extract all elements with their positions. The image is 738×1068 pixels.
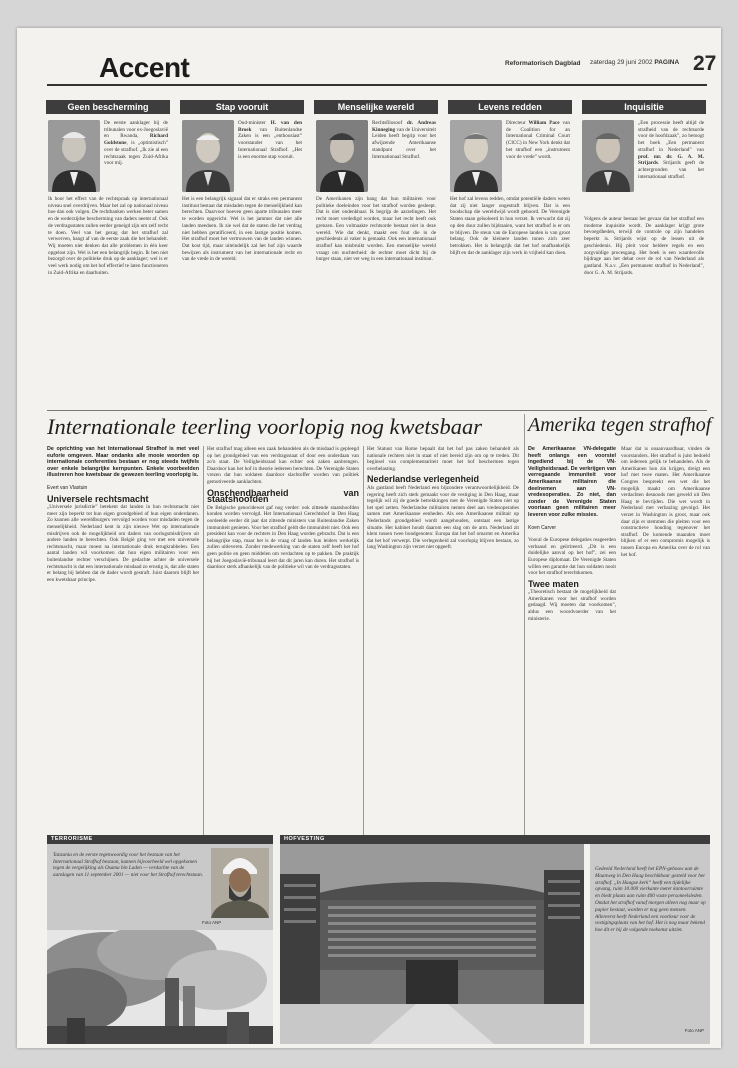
profile-body: Het hof zal levens redden, omdat potentiële daders weten dat zij niet langer ongestraft blijven. Dat is een boodschap die wereldwijd wordt gehoord. De Verenigde Staten staan geïsoleerd in hun verzet. Ik verwacht dat zij op den duur zullen bijdraaien, want het strafhof is er om te blijven. De steun van de Europese landen is van groot belang. Ook de kleinere landen tonen zich zeer betrokken. Het is belangrijk dat het hof onafhankelijk blijft en dat de aanklager zijn werk in vrijheid kan doen. xyxy=(450,196,570,256)
portrait-photo xyxy=(582,120,634,192)
side-column-1 xyxy=(528,446,616,622)
court-building-photo xyxy=(280,844,584,1044)
portrait-photo xyxy=(182,120,234,192)
profile-name: prof. mr. dr. G. A. M. Strijards xyxy=(638,153,704,167)
profile-text-1: Directeur xyxy=(506,120,529,126)
profile-body: De Amerikanen zijn bang dat hun militairen voor politieke doeleinden voor het strafhof worden gesleept. Dat is niet ondenkbaar. Ik begrijp de aarzelingen. Het recht moet verdedigd worden, maar het recht heeft ook grenzen. Een volmaakte rechtsorde bestaat niet in deze wereld. Wie dat denkt, maakt een fout die in de geschiedenis al vaker is gemaakt. Ook een internationaal strafhof kan misbruikt worden. Een menselijke wereld vraagt om nuchterheid: de rechter moet dicht bij de burger staan, niet ver weg in een internationaal instituut. xyxy=(316,196,436,263)
portrait-photo xyxy=(316,120,368,192)
profile-van-den-broek xyxy=(180,100,304,430)
profile-name: dr. Andreas Kinneging xyxy=(372,120,436,133)
page-label: PAGINA xyxy=(654,59,680,66)
profile-strijards xyxy=(582,100,706,430)
main-subhead-1: Universele rechtsmacht xyxy=(47,493,149,504)
side-body-2: „Theoretisch bestaat de mogelijkheid dat Amerikanen voor het strafhof worden gedaagd. Wij moeten dat voorkomen”, aldus een woordvoerder van het ministerie. xyxy=(528,589,616,622)
hof-caption: Gedeeld Nederland heeft het EPN-gebouw aan de Maanweg in Den Haag beschikbaar gesteld voor het strafhof. „In Haagse kerk” heeft een tijdelijke opvang, ruim 10.000 vierkante meter kantoorruimte en biedt plaats aan ruim 400 vaste personeelsleden. Omdat het strafhof vanaf morgen alleen nog maar op papier bestaat, worden er nog geen mensen. Allereerst heeft Nederland een voorkeur voor de vestigingsplaats van het hof. Het is nog maar bekend hoe dit er bij de volgende toekomst uitziet. xyxy=(595,866,706,934)
main-byline: Evert van Vlastuin xyxy=(47,484,88,491)
profile-text xyxy=(506,120,570,160)
main-body-4: Het Statuut van Rome bepaalt dat het hof pas zaken behandelt als nationale rechters niet in staat of niet bereid zijn om op te treden. Dit beginsel van complementariteit moet het hof beschermen tegen overbelasting. xyxy=(367,446,519,472)
profile-text-2: van Buitenlandse Zaken is een „enthousiast” voorstander van het Internationaal Strafhof. „Het is een enorme stap vooruit. xyxy=(238,126,302,160)
profile-pace xyxy=(448,100,572,430)
main-body-1: „Universele jurisdictie” betekent dat landen in hun rechtsmacht niet meer zijn beperkt tot hun eigen grondgebied of hun eigen onderdanen. Zo kunnen alle wereldburgers vervolgd worden voor misdaden tegen de menselijkheid. Nederland kent in zijn nieuwe Wet op internationale misdrijven ook de mogelijkheid om daders van oorlogsmisdrijven uit andere landen te berechten. Ook België ging ver met een universele rechtsmacht, maar moest na internationale druk terugkrabbelen. Een aantal landen wil voorkomen dat hun eigen militairen voor een buitenlandse rechter verschijnen. De gedachte achter de universele rechtsmacht is dat een internationale misdaad zo ernstig is, dat alle staten er belang bij hebben dat de dader wordt gestraft. Juist daarom blijft het een kwetsbaar principe. xyxy=(47,504,199,583)
portrait-photo xyxy=(450,120,502,192)
profile-body: Ik hoor het effect van de rechtspraak op internationaal niveau snel overdrijven. Maar het zal op nationaal niveau hoe dan ook volgen. De rechtbanken werken beter samen en de wederzijdse bescherming van daders neemt af. Ook de verdragsstaten zullen eerder geneigd zijn om zelf recht te doen. Veel van het gezag dat het strafhof zal verwerven, hangt af van de eerste zaak die het behandelt. Wij moeten niet denken dat alle problemen in één keer opgelost zijn. Wel is het een belangrijk begin. Ik ben niet bezorgd over de politieke druk op de aanklager; wel is er veel werk nodig om het hof effectief te laten functioneren in Zuid-Afrika en daarbuiten. xyxy=(48,196,168,276)
profile-heading: Stap vooruit xyxy=(180,100,304,114)
profile-kinneging xyxy=(314,100,438,430)
side-body-1: Vooral de Europese delegaties reageerden verbaasd en geïrriteerd. „Dit is een duidelijke aanval op het hof”, zei een Europese diplomaat. De Verenigde Staten willen een garantie dat hun soldaten nooit voor het strafhof terechtkomen. xyxy=(528,537,616,577)
main-headline: Internationale teerling voorlopig nog kwetsbaar xyxy=(47,414,482,439)
profile-text-1: Oud-minister xyxy=(238,120,271,126)
profile-text-2: van de Coalition for an International Criminal Court (CICC) in New York denkt dat het strafhof een „instrument voor de vrede” wordt. xyxy=(506,120,570,160)
column-rule xyxy=(363,446,364,838)
profile-text-1: „Een processie heeft altijd de strafheid van de rechtsorde voor de hoofdzaak”, zo betoogt het boek „Een permanent strafhof in Nederland” van xyxy=(638,120,704,153)
profile-body: Volgens de auteur bestaat het gevaar dat het strafhof een moderne inquisitie wordt. De aanklager krijgt grote bevoegdheden, terwijl de controle op zijn handelen beperkt is. Strijards wijst op de lessen uit de geschiedenis. Hij pleit voor heldere regels en een zorgvuldige procesgang. Het boek is een waardevolle bijdrage aan het debat over de rol van Nederland als gastland. N.a.v. „Een permanent strafhof in Nederland”, door G. A. M. Strijards. xyxy=(584,216,704,276)
side-byline: Koen Carver xyxy=(528,524,557,531)
main-column-1 xyxy=(47,446,199,583)
main-body-5: Als gastland heeft Nederland een bijzondere verantwoordelijkheid. De regering heeft zich sterk gemaakt voor de vestiging in Den Haag, maar tegelijk wil zij de goede betrekkingen met de Verenigde Staten niet op het spel zetten. Nederlandse militairen nemen deel aan vredesoperaties samen met Amerikaanse eenheden. Als een Amerikaanse militair op Nederlands grondgebied wordt aangehouden, ontstaat een lastige situatie. Het kabinet houdt daarom een slag om de arm. Nederland zit klem tussen twee bondgenoten: Europa dat het hof omarmt en Amerika dat het hof verwerpt. Die verlegenheid zal voorlopig blijven bestaan, zo lang Washington zijn verzet niet opgeeft. xyxy=(367,484,519,551)
hof-panel xyxy=(590,844,710,1044)
profile-name: William Pace xyxy=(528,120,560,126)
profile-text-1: De eerste aanklager bij de tribunalen voor ex-Joegoslavië en Rwanda, xyxy=(104,120,168,140)
profile-body: Het is een belangrijk signaal dat er straks een permanent instituut bestaat dat misdaden tegen de menselijkheid kan berechten. Daarvoor hoeven geen aparte tribunalen meer te worden opgericht. Wel is het jammer dat niet alle landen meedoen. Ik zie wel dat de staten die het verdrag niet hebben geratificeerd, in een lastige positie komen. Het strafhof moet het vertrouwen van de landen winnen. Dat kost tijd, maar uiteindelijk zal het hof zijn waarde bewijzen als instrument van het internationale recht en van de vrede in de wereld. xyxy=(182,196,302,263)
profile-goldstone xyxy=(46,100,170,430)
side-lead: De Amerikaanse VN-delegatie heeft onlangs een voorstel ingediend bij de VN-Veiligheidsraad. De verkrijgen van verregaande immuniteit voor Amerikaanse militairen die deelnemen aan VN-vredesoperaties. Zo niet, dan zonder de Verenigde Staten voortaan geen militairen meer leveren voor zulke missies. xyxy=(528,446,616,518)
main-column-2 xyxy=(207,446,359,571)
profile-strip xyxy=(46,100,708,430)
date-text: zaterdag 29 juni 2002 xyxy=(590,59,653,66)
profile-name: H. van den Broek xyxy=(238,120,302,133)
side-column-2 xyxy=(621,446,710,558)
newspaper-page xyxy=(17,28,721,1048)
page-number: 27 xyxy=(693,52,717,75)
paper-name: Reformatorisch Dagblad xyxy=(505,60,581,67)
page-date xyxy=(590,59,679,66)
section-divider xyxy=(47,410,707,411)
hof-credit: Foto ANP xyxy=(684,1028,704,1033)
profile-text xyxy=(238,120,302,160)
terror-credit: Foto ANP xyxy=(202,920,222,925)
column-rule xyxy=(203,446,204,838)
column-rule xyxy=(524,414,525,838)
hof-label: HOFVESTING xyxy=(280,835,710,844)
side-headline: Amerika tegen strafhof xyxy=(528,414,712,436)
profile-heading: Geen bescherming xyxy=(46,100,170,114)
side-subhead: Twee maten xyxy=(528,578,579,589)
profile-text xyxy=(104,120,168,167)
profile-text xyxy=(372,120,436,160)
section-title: Accent xyxy=(99,52,190,83)
main-lead: De oprichting van het Internationaal Strafhof is met veel euforie omgeven. Maar ondanks alle mooie woorden op internationale conferenties bestaan er nog steeds twijfels over enkele belangrijke kernpunten. Enkele voorbeelden illustreren hoe kwetsbaar de gewezen teerling voorlopig is. xyxy=(47,446,199,479)
profile-text xyxy=(638,120,704,180)
main-body-2: Het strafhof mag alleen een zaak behandelen als de misdaad is gepleegd op het grondgebied van een verdragsstaat of door een onderdaan van zo'n staat. De Veiligheidsraad kan echter ook zaken aanbrengen. Daardoor kan het hof in theorie iedereen berechten. De Verenigde Staten vrezen dat hun soldaten daardoor slachtoffer worden van politiek gemotiveerde aanklachten. xyxy=(207,446,359,485)
main-column-3 xyxy=(367,446,519,551)
profile-name: Richard Goldstone xyxy=(104,133,168,147)
portrait-photo xyxy=(211,848,269,918)
terror-caption: Tanzania en de eerste tegenwoordig voor het bestaan van het Internationaal Strafhof bestaan, kunnen bijvoorbeeld wel opgekomen tegen de vergelijking als Osama bin Laden — verdachte van de aanslagen van 11 september 2001 — niet voor het Strafhof terechtstaan. xyxy=(53,852,203,878)
profile-heading: Levens redden xyxy=(448,100,572,114)
profile-heading: Menselijke wereld xyxy=(314,100,438,114)
side-body-3: Maar dat is onaanvaardbaar, vinden de voorstanders. Het strafhof is juist bedoeld om iedereen gelijk te behandelen. Als de Amerikanen hun zin krijgen, dreigt een hof met twee maten. Het Amerikaanse Congres bespreekt een wet die het mogelijk maakt om Amerikaanse verdachten desnoods met geweld uit Den Haag te bevrijden. Die wet wordt in Nederland met verbazing gevolgd. Het verzet in Washington is groot, maar ook daar zijn er stemmen die pleiten voor een constructieve houding tegenover het strafhof. De komende maanden moet blijken of er een compromis mogelijk is tussen Europa en Amerika over de rol van het hof. xyxy=(621,446,710,558)
wtc-smoke-photo xyxy=(47,930,273,1044)
terror-panel xyxy=(47,844,273,1044)
main-subhead-2: Onschendbaarheid van staatshoofden xyxy=(207,487,359,505)
profile-text-1: Rechtsfilosoof xyxy=(372,120,407,126)
terror-label: TERRORISME xyxy=(47,835,273,844)
main-subhead-3: Nederlandse verlegenheid xyxy=(367,474,480,485)
portrait-photo xyxy=(48,120,100,192)
main-body-3: De Belgische genocidewet gaf nog verder: ook zittende staatshoofden konden worden vervolgd. Het Internationaal Gerechtshof in Den Haag oordeelde eerder dit jaar dat zittende ministers van Buitenlandse Zaken immuniteit genieten. Voor het strafhof geldt die immuniteit niet. Ook een president kan voor de rechters in Den Haag worden gebracht. Dat is een belangrijke stap, maar het is de vraag of landen hun leiders werkelijk zullen uitleveren. Zonder medewerking van de staten zelf heeft het hof geen politie en geen middelen om verdachten op te pakken. De praktijk bij het Joegoslavië-tribunaal leert dat dit jaren kan duren. Het strafhof is daardoor sterk afhankelijk van de politieke wil van de verdragsstaten. xyxy=(207,504,359,571)
profile-text-2: . Strijards geeft de achtergronden van het internationaal strafhof. xyxy=(638,160,704,180)
masthead xyxy=(17,28,721,84)
profile-text-2: van de Universiteit Leiden heeft begrip voor het afwijzende Amerikaanse standpunt over het Internationaal Strafhof. xyxy=(372,126,436,160)
profile-text-2: , is „optimistisch” over de strafhof. „Ik zie al een rechtszaak tegen Zuid-Afrika voor mij. xyxy=(104,140,168,167)
masthead-rule xyxy=(47,84,707,86)
profile-heading: Inquisitie xyxy=(582,100,706,114)
